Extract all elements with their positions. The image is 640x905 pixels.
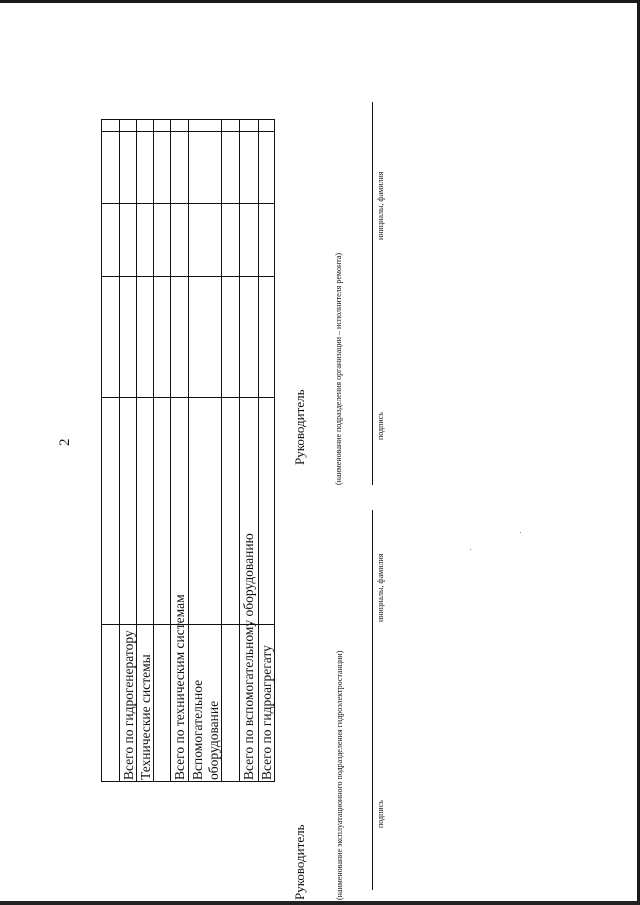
row-total-hydrounit: Всего по гидроагрегату (259, 645, 274, 780)
signature-caption-left: подпись (376, 800, 385, 828)
unit-caption-right: (наименование подразделения организации – исполнителя ремонта) (334, 252, 343, 485)
signature-caption-right: подпись (376, 412, 385, 440)
initials-caption-left: инициалы, фамилия (376, 553, 385, 622)
page-number: 2 (57, 438, 73, 446)
unit-caption-left: (наименование эксплуатационного подразделения гидроэлектростанции) (335, 650, 344, 900)
row-auxiliary-line1: Вспомогательное (190, 679, 205, 780)
signature-line-left (372, 510, 373, 890)
equipment-table (101, 119, 275, 782)
row-auxiliary-line2: оборудование (206, 700, 221, 780)
row-technical-systems: Технические системы (138, 654, 153, 780)
row-total-technical-systems: Всего по техническим системам (172, 594, 187, 780)
row-total-hydrogenerator: Всего по гидрогенератору (121, 630, 136, 780)
scan-speck (470, 549, 471, 550)
row-total-auxiliary: Всего по вспомогательному оборудованию (241, 533, 256, 780)
signature-line-right (372, 102, 373, 485)
head-title-left: Руководитель (292, 824, 307, 900)
head-title-right: Руководитель (292, 389, 307, 465)
initials-caption-right: инициалы, фамилия (376, 171, 385, 240)
scan-speck (520, 532, 521, 533)
